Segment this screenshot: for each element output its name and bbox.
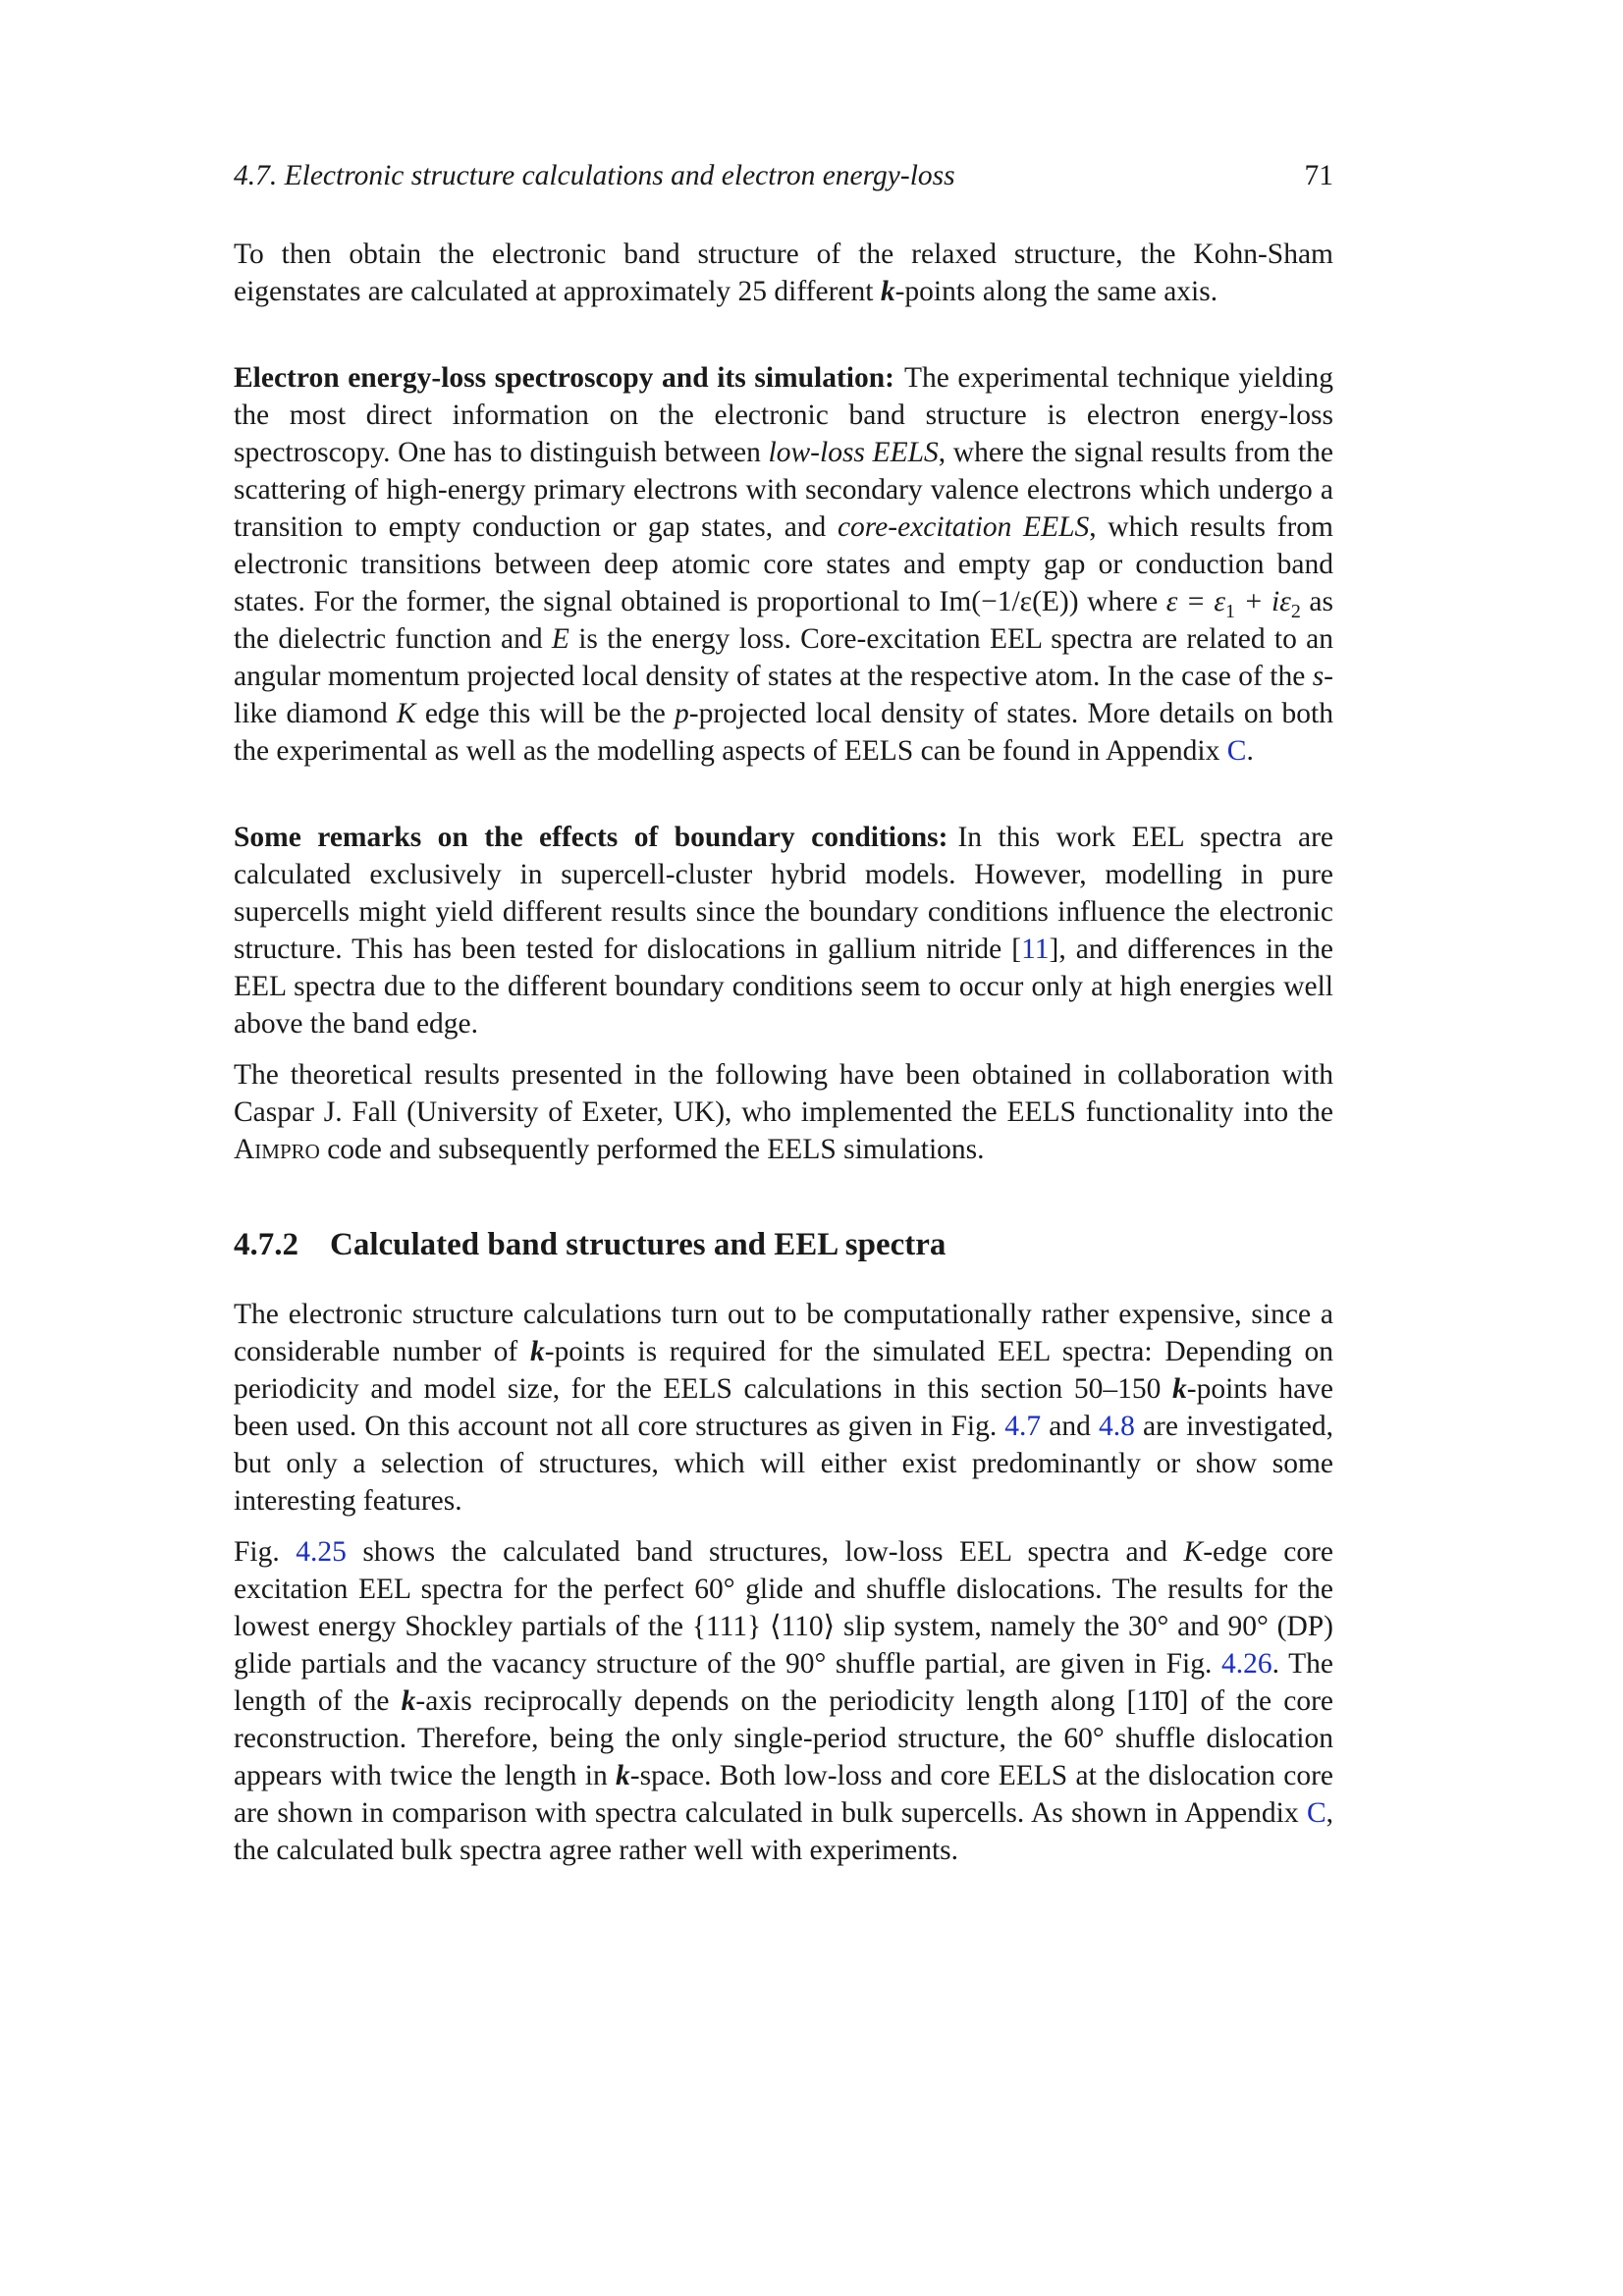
figure-4-7-link[interactable]: 4.7 (1004, 1411, 1042, 1442)
running-head-title: 4.7. Electronic structure calculations and electron energy-loss (234, 160, 955, 191)
section-heading (234, 1225, 1333, 1264)
appendix-c-link-2[interactable]: C (1306, 1797, 1326, 1829)
figure-4-26-link[interactable]: 4.26 (1221, 1648, 1272, 1680)
runin-heading-eels: Electron energy-loss spectroscopy and its simulation: (234, 362, 894, 394)
page (234, 157, 1333, 1869)
section-title: Calculated band structures and EEL spectra (330, 1227, 947, 1262)
page-number: 71 (1304, 160, 1333, 191)
citation-11-link[interactable]: 11 (1021, 934, 1050, 965)
paragraph-band-structures: Fig. 4.25 shows the calculated band structures, low-loss EEL spectra and K-edge core excitation EEL spectra for the perfect 60° glide and shuffle dislocations. The results for the lowest energy Shockley partials of the {111} ⟨110⟩ slip system, namely the 30° and 90° (DP) glide partials and the vacancy structure of the 90° shuffle partial, are given in Fig. 4.26. The length of the k-axis reciprocally depends on the periodicity length along [11̄0] of the core reconstruction. Therefore, being the only single-period structure, the 60° shuffle dislocation appears with twice the length in k-space. Both low-loss and core EELS at the dislocation core are shown in comparison with spectra calculated in bulk supercells. As shown in Appendix C, the calculated bulk spectra agree rather well with experiments. (234, 1536, 1333, 1866)
paragraph-collaboration: The theoretical results presented in the following have been obtained in collaboration with Caspar J. Fall (University of Exeter, UK), who implemented the EELS functionality into the Aimpro code and subsequently performed the EELS simulations. (234, 1059, 1333, 1165)
running-head (234, 157, 1333, 194)
figure-4-25-link[interactable]: 4.25 (296, 1536, 347, 1568)
appendix-c-link[interactable]: C (1226, 735, 1247, 767)
section-number: 4.7.2 (234, 1227, 298, 1262)
paragraph-kohn-sham: To then obtain the electronic band structure of the relaxed structure, the Kohn-Sham eigenstates are calculated at approximately 25 different k-points along the same axis. (234, 239, 1333, 307)
paragraph-boundary-conditions: Some remarks on the effects of boundary conditions: In this work EEL spectra are calculated exclusively in supercell-cluster hybrid models. However, modelling in pure supercells might yield different results since the boundary conditions influence the electronic structure. This has been tested for dislocations in gallium nitride [11], and differences in the EEL spectra due to the different boundary conditions seem to occur only at high energies well above the band edge. (234, 822, 1333, 1040)
paragraph-eels: Electron energy-loss spectroscopy and its simulation: The experimental technique yielding the most direct information on the electronic band structure is electron energy-loss spectroscopy. One has to distinguish between low-loss EELS, where the signal results from the scattering of high-energy primary electrons with secondary valence electrons which undergo a transition to empty conduction or gap states, and core-excitation EELS, which results from electronic transitions between deep atomic core states and empty gap or conduction band states. For the former, the signal obtained is proportional to Im(−1/ε(E)) where $\varepsilon = \varepsilon_1 + i\varepsilon_2$ as the dielectric function and E is the energy loss. Core-excitation EEL spectra are related to an angular momentum projected local density of states at the respective atom. In the case of the s-like diamond K edge this will be the p-projected local density of states. More details on both the experimental as well as the modelling aspects of EELS can be found in Appendix C. (234, 362, 1334, 767)
figure-4-8-link[interactable]: 4.8 (1098, 1411, 1135, 1442)
paragraph-computational-cost: The electronic structure calculations turn out to be computationally rather expensive, since a considerable number of k-points is required for the simulated EEL spectra: Depending on periodicity and model size, for the EELS calculations in this section 50–150 k-points have been used. On this account not all core structures as given in Fig. 4.7 and 4.8 are investigated, but only a selection of structures, which will either exist predominantly or show some interesting features. (234, 1299, 1334, 1517)
runin-heading-boundary: Some remarks on the effects of boundary conditions: (234, 822, 948, 853)
